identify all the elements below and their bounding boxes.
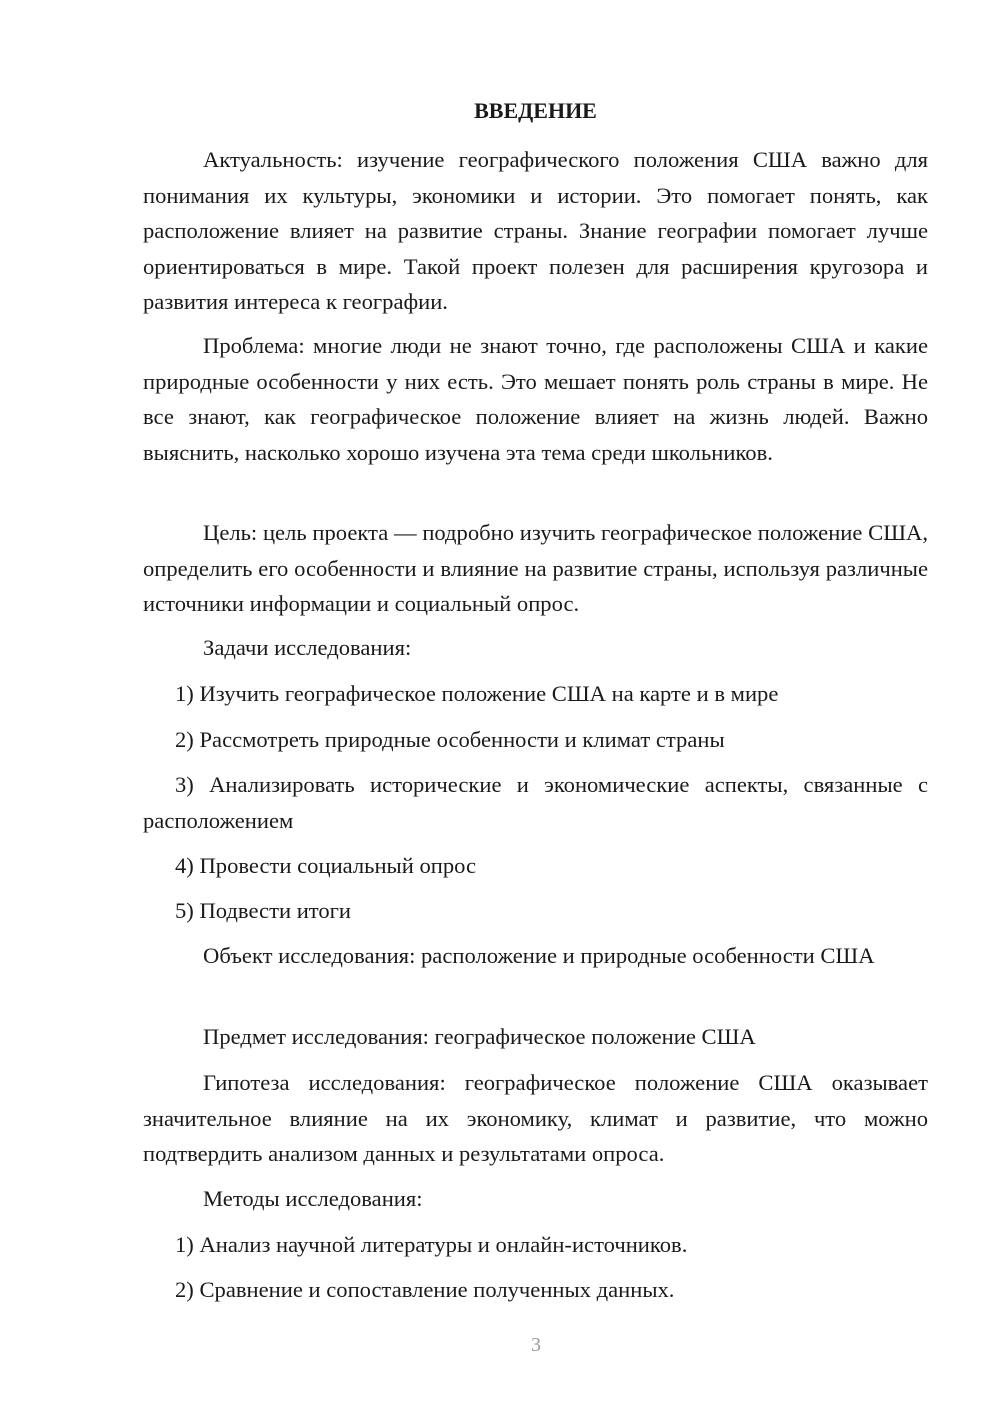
task-item: 1) Изучить географическое положение США на карте и в мире (175, 681, 779, 706)
tasks-title: Задачи исследования: (203, 635, 412, 660)
method-item: 2) Сравнение и сопоставление полученных данных. (175, 1277, 675, 1302)
page-number: 3 (531, 1334, 541, 1356)
task-item: 3) Анализировать исторические и экономические аспекты, связанные с расположением (143, 772, 928, 833)
relevance-paragraph: Актуальность: изучение географического положения США важно для понимания их культуры, экономики и истории. Это помогает понять, как расположение влияет на развитие страны. Знание географии помогает лучше ориентироваться в мире. Такой проект полезен для расширения кругозора и развития интереса к географии. (143, 147, 928, 314)
section-heading: ВВЕДЕНИЕ (474, 98, 597, 123)
task-item: 4) Провести социальный опрос (175, 853, 477, 878)
method-item: 1) Анализ научной литературы и онлайн-источников. (175, 1232, 688, 1257)
task-item: 2) Рассмотреть природные особенности и климат страны (175, 727, 725, 752)
problem-paragraph: Проблема: многие люди не знают точно, где расположены США и какие природные особенности у них есть. Это мешает понять роль страны в мире. Не все знают, как географическое положение влияет на жизнь людей. Важно выяснить, насколько хорошо изучена эта тема среди школьников. (143, 333, 928, 465)
goal-paragraph: Цель: цель проекта — подробно изучить географическое положение США, определить его особенности и влияние на развитие страны, используя различные источники информации и социальный опрос. (143, 520, 928, 616)
methods-title: Методы исследования: (203, 1186, 423, 1211)
hypothesis-paragraph: Гипотеза исследования: географическое положение США оказывает значительное влияние на их экономику, климат и развитие, что можно подтвердить анализом данных и результатами опроса. (143, 1070, 928, 1166)
subject-paragraph: Предмет исследования: географическое положение США (203, 1024, 756, 1049)
task-item: 5) Подвести итоги (175, 898, 352, 923)
object-paragraph: Объект исследования: расположение и природные особенности США (203, 943, 875, 968)
